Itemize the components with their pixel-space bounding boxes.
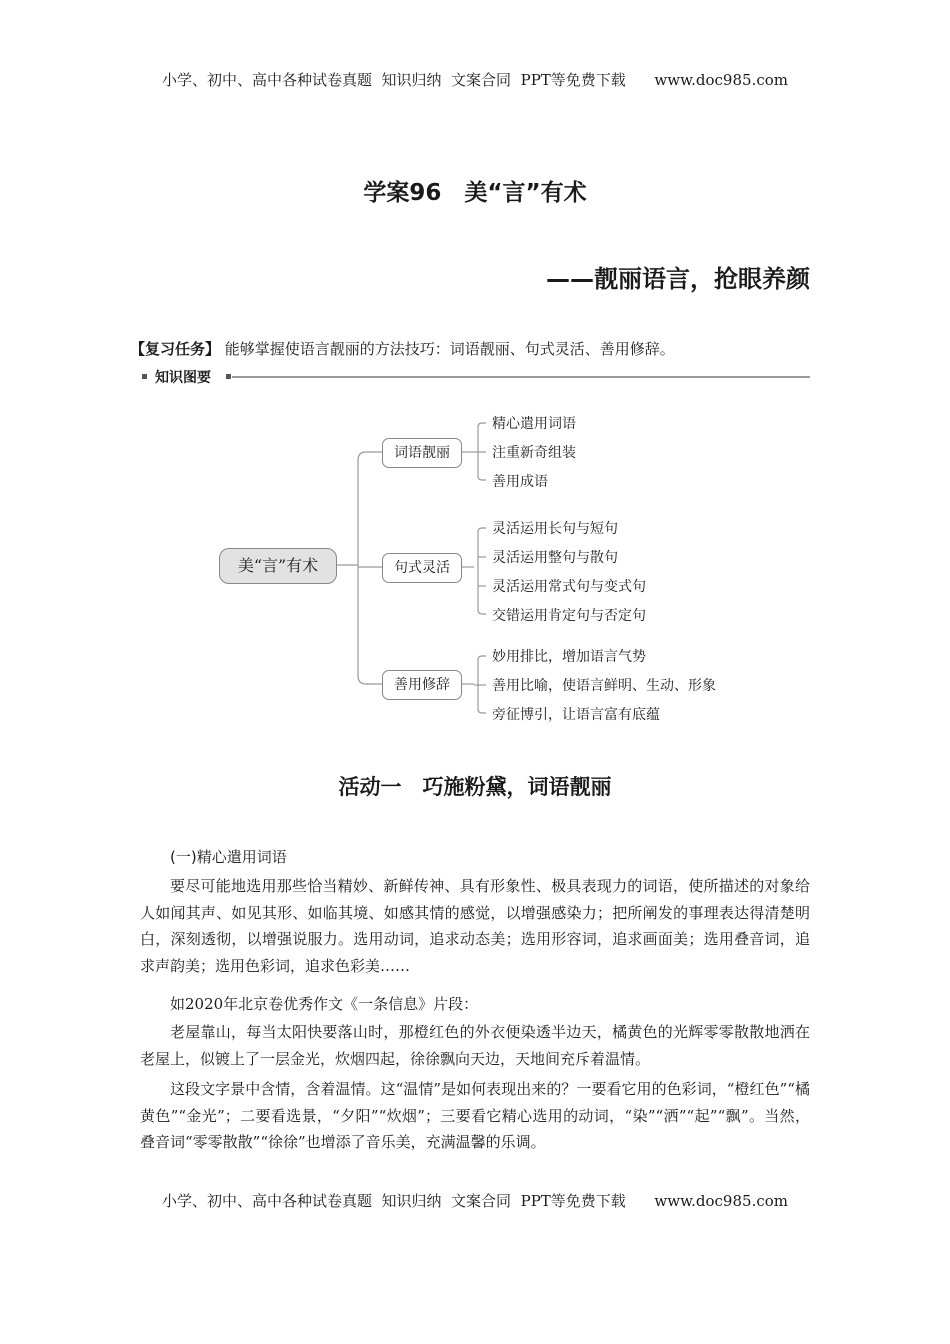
mindmap-leaf: 灵活运用长句与短句 xyxy=(492,521,618,537)
mindmap-branch-sentences: 句式灵活 xyxy=(382,553,462,583)
page-footer: 小学、初中、高中各种试卷真题 知识归纳 文案合同 PPT等免费下载 www.doc985.com xyxy=(161,1192,788,1210)
mindmap-leaf: 善用比喻，使语言鲜明、生动、形象 xyxy=(492,678,716,694)
paragraph-analysis: 这段文字景中含情，含着温情。这“温情”是如何表现出来的？一要看它用的色彩词，“橙红色”“橘黄色”“金光”；二要看选景，“夕阳”“炊烟”；三要看它精心选用的动词，“染”“洒”“起”“飘”。当然，叠音词“零零散散”“徐徐”也增添了音乐美，充满温馨的乐调。 xyxy=(140,1080,810,1151)
mindmap-leaf: 交错运用肯定句与否定句 xyxy=(492,608,646,624)
activity-heading: 活动一 巧施粉黛，词语靓丽 xyxy=(338,775,612,799)
paragraph-example-intro: 如2020年北京卷优秀作文《一条信息》片段： xyxy=(170,995,479,1013)
mindmap-leaf: 妙用排比，增加语言气势 xyxy=(492,649,646,665)
mindmap-leaf: 旁征博引，让语言富有底蕴 xyxy=(492,707,660,723)
subsection-heading: (一)精心遣用词语 xyxy=(170,848,287,866)
page-title: 学案96 美“言”有术 xyxy=(363,180,587,206)
review-task-label: 【复习任务】 xyxy=(130,340,221,358)
mindmap-leaf: 灵活运用整句与散句 xyxy=(492,550,618,566)
mindmap-branch-rhetoric: 善用修辞 xyxy=(382,670,462,700)
mindmap-leaf: 精心遣用词语 xyxy=(492,416,576,432)
paragraph-example-quote: 老屋靠山，每当太阳快要落山时，那橙红色的外衣便染透半边天，橘黄色的光辉零零散散地洒在老屋上，似镀上了一层金光，炊烟四起，徐徐飘向天边，天地间充斥着温情。 xyxy=(140,1023,810,1068)
page-header: 小学、初中、高中各种试卷真题 知识归纳 文案合同 PPT等免费下载 www.doc985.com xyxy=(161,71,788,89)
paragraph-method: 要尽可能地选用那些恰当精妙、新鲜传神、具有形象性、极具表现力的词语，使所描述的对象给人如闻其声、如见其形、如临其境、如感其情的感觉，以增强感染力；把所阐发的事理表达得清楚明白，深刻透彻，以增强说服力。选用动词，追求动态美；选用形容词，追求画面美；选用叠音词，追求声韵美；选用色彩词，追求色彩美…… xyxy=(140,877,810,975)
section-label: 知识图要 xyxy=(155,370,211,386)
mindmap-branch-words: 词语靓丽 xyxy=(382,438,462,468)
mindmap-leaf: 善用成语 xyxy=(492,474,548,490)
page-subtitle: ——靓丽语言，抢眼养颜 xyxy=(546,265,810,293)
mindmap-leaf: 注重新奇组装 xyxy=(492,445,576,461)
review-task-text: 能够掌握使语言靓丽的方法技巧：词语靓丽、句式灵活、善用修辞。 xyxy=(224,340,675,358)
mindmap-root: 美“言”有术 xyxy=(219,548,337,584)
mindmap-leaf: 灵活运用常式句与变式句 xyxy=(492,579,646,595)
